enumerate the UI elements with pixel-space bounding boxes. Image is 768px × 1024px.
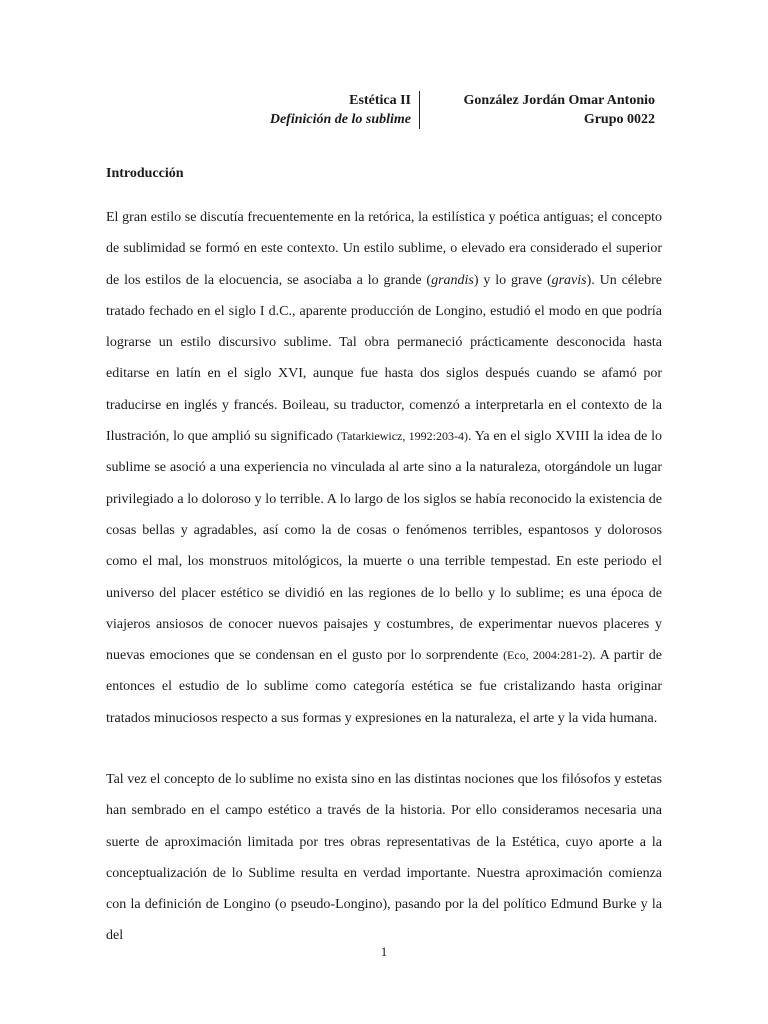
citation: (Tatarkiewicz, 1992:203-4) — [336, 429, 468, 444]
body-paragraph-2: Tal vez el concepto de lo sublime no exista sino en las distintas nociones que los filósofos y estetas han sembrado en el campo estético a través de la historia. Por ello consideramos necesaria una suerte de aproximación limitada por tres obras representativas de la Estética, cuyo aporte a la conceptualización de lo Sublime resulta en verdad importante. Nuestra aproximación comienza con la definición de Longino (o pseudo-Longino), pasando por la del político Edmund Burke y la del — [106, 772, 662, 944]
paragraph-text: ) y lo grave ( — [473, 272, 552, 288]
document-subtitle: Definición de lo sublime — [269, 112, 411, 127]
latin-term: gravis — [551, 272, 587, 288]
paragraph-text: . A partir de entonces el estudio de lo sublime como categoría estética se fue cristalizando hasta originar tratados minuciosos respecto a sus formas y expresiones en la naturaleza, el arte y la vida humana. — [106, 648, 662, 726]
paragraph-text: El gran estilo se discutía frecuentemente en la retórica, la estilística y poética antiguas; el concepto de sublimidad se formó en este contexto. Un estilo sublime, o elevado era considerado el superior de los estilos de la elocuencia, se asociaba a lo grande ( — [106, 210, 662, 288]
page-number: 1 — [380, 944, 388, 959]
header-course-block — [270, 91, 420, 129]
section-heading: Introducción — [106, 166, 184, 181]
citation: (Eco, 2004:281-2) — [503, 648, 593, 663]
header-author-block — [464, 91, 655, 129]
body-paragraph-1 — [106, 202, 662, 734]
author-name: González Jordán Omar Antonio — [463, 93, 655, 108]
paragraph-text: . Ya en el siglo XVIII la idea de lo sublime se asoció a una experiencia no vinculada al arte sino a la naturaleza, otorgándole un lugar privilegiado a lo doloroso y lo terrible. A lo largo de los siglos se había reconocido la existencia de cosas bellas y agradables, así como la de cosas o fenómenos terribles, espantosos y dolorosos como el mal, los monstruos mitológicos, la muerte o una terrible tempestad. En este periodo el universo del placer estético se dividió en las regiones de lo bello y lo sublime; es una época de viajeros ansiosos de conocer nuevos paisajes y costumbres, de experimentar nuevos placeres y nuevas emociones que se condensan en el gusto por lo sorprendente — [106, 429, 663, 664]
group-label: Grupo 0022 — [583, 112, 655, 127]
latin-term: grandis — [431, 272, 474, 288]
paragraph-text: ). Un célebre tratado fechado en el siglo I d.C., aparente producción de Longino, estudió el modo en que podría lograrse un estilo discursivo sublime. Tal obra permaneció prácticamente desconocida hasta editarse en latín en el siglo XVI, aunque fue hasta dos siglos después cuando se afamó por traducirse en inglés y francés. Boileau, su traductor, comenzó a interpretarla en el contexto de la Ilustración, lo que amplió su significado — [106, 272, 662, 445]
course-title: Estética II — [349, 93, 411, 108]
